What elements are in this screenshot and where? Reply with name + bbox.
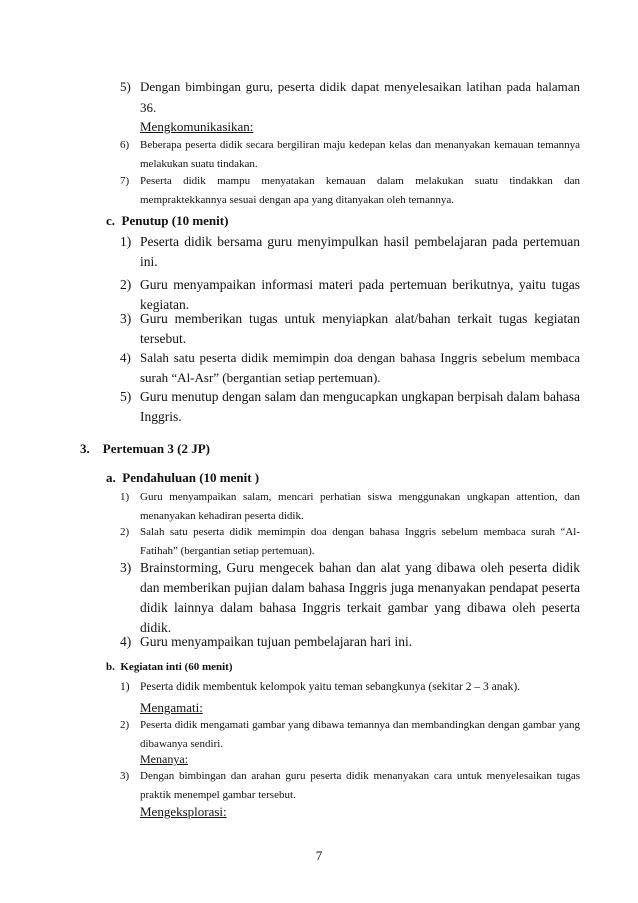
list-item (120, 348, 580, 388)
list-text: Salah satu peserta didik memimpin doa dengan bahasa Inggris sebelum membaca surah “Al-Asr” (bergantian setiap pertemuan). (140, 350, 580, 385)
list-text: Salah satu peserta didik memimpin doa dengan bahasa Inggris sebelum membaca surah “Al-Fatihah” (bergantian setiap pertemuan). (140, 526, 580, 557)
list-number: 1) (120, 491, 130, 503)
list-text: Guru menutup dengan salam dan mengucapkan ungkapan berpisah dalam bahasa Inggris. (140, 389, 580, 424)
list-text: Peserta didik mampu menyatakan kemauan dalam melakukan suatu tindakkan dan mempraktekkannya sesuai dengan apa yang ditanyakan oleh temannya. (140, 175, 580, 206)
list-number: 3) (120, 770, 130, 782)
list-text: Brainstorming, Guru mengecek bahan dan alat yang dibawa oleh peserta didik dan memberikan pujian dalam bahasa Inggris juga menanyakan pendapat peserta didik lainnya dalam bahasa Inggris terkait gambar yang dibawa oleh peserta didik. (140, 560, 580, 635)
list-number: 4) (120, 350, 131, 365)
list-item (120, 232, 580, 272)
list-item (120, 558, 580, 638)
list-item (120, 136, 580, 174)
section-label: Mengeksplorasi: (140, 804, 227, 819)
list-item (120, 632, 580, 652)
list-text: Guru menyampaikan informasi materi pada pertemuan berikutnya, yaitu tugas kegiatan. (140, 277, 580, 312)
list-item (120, 76, 580, 118)
list-item (120, 309, 580, 349)
list-number: 3) (120, 311, 132, 326)
list-text: Peserta didik membentuk kelompok yaitu teman sebangkunya (sekitar 2 – 3 anak). (140, 681, 521, 693)
list-text: Peserta didik bersama guru menyimpulkan hasil pembelajaran pada pertemuan ini. (140, 234, 580, 269)
list-item (120, 488, 580, 526)
list-text: Dengan bimbingan guru, peserta didik dapat menyelesaikan latihan pada halaman 36. (140, 79, 580, 115)
list-number: 2) (120, 526, 130, 538)
section-heading: c. Penutup (10 menit) (106, 213, 229, 228)
list-text: Guru menyampaikan tujuan pembelajaran hari ini. (140, 634, 413, 649)
list-item (120, 716, 580, 754)
list-number: 2) (120, 719, 130, 731)
list-text: Beberapa peserta didik secara bergiliran maju kedepan kelas dan menanyakan kemauan temannya melakukan suatu tindakan. (140, 139, 580, 170)
section-label: Mengkomunikasikan: (140, 119, 254, 134)
list-text: Guru menyampaikan salam, mencari perhatian siswa menggunakan ungkapan attention, dan menanyakan kehadiran peserta didik. (140, 491, 580, 522)
section-label: Mengamati: (140, 700, 203, 715)
list-number: 3) (120, 560, 132, 575)
page-number: 7 (315, 848, 323, 863)
list-number: 4) (120, 634, 132, 649)
section-label: Menanya: (140, 752, 188, 766)
list-number: 5) (120, 389, 132, 404)
list-item (120, 523, 580, 561)
list-item (120, 678, 580, 697)
list-number: 2) (120, 277, 132, 292)
meeting-heading: 3. Pertemuan 3 (2 JP) (80, 441, 210, 456)
list-text: Guru memberikan tugas untuk menyiapkan alat/bahan terkait tugas kegiatan tersebut. (140, 311, 580, 346)
list-text: Peserta didik mengamati gambar yang dibawa temannya dan membandingkan dengan gambar yang dibawanya sendiri. (140, 719, 580, 750)
list-item (120, 172, 580, 210)
list-number: 5) (120, 79, 131, 94)
section-heading: a. Pendahuluan (10 menit ) (106, 470, 260, 485)
section-heading: b. Kegiatan inti (60 menit) (106, 661, 233, 673)
list-number: 7) (120, 175, 130, 187)
list-item (120, 767, 580, 805)
list-number: 6) (120, 139, 130, 151)
list-number: 1) (120, 681, 130, 693)
list-number: 1) (120, 234, 132, 249)
list-text: Dengan bimbingan dan arahan guru peserta didik menanyakan cara untuk menyelesaikan tugas praktik menempel gambar tersebut. (140, 770, 580, 801)
list-item (120, 387, 580, 427)
